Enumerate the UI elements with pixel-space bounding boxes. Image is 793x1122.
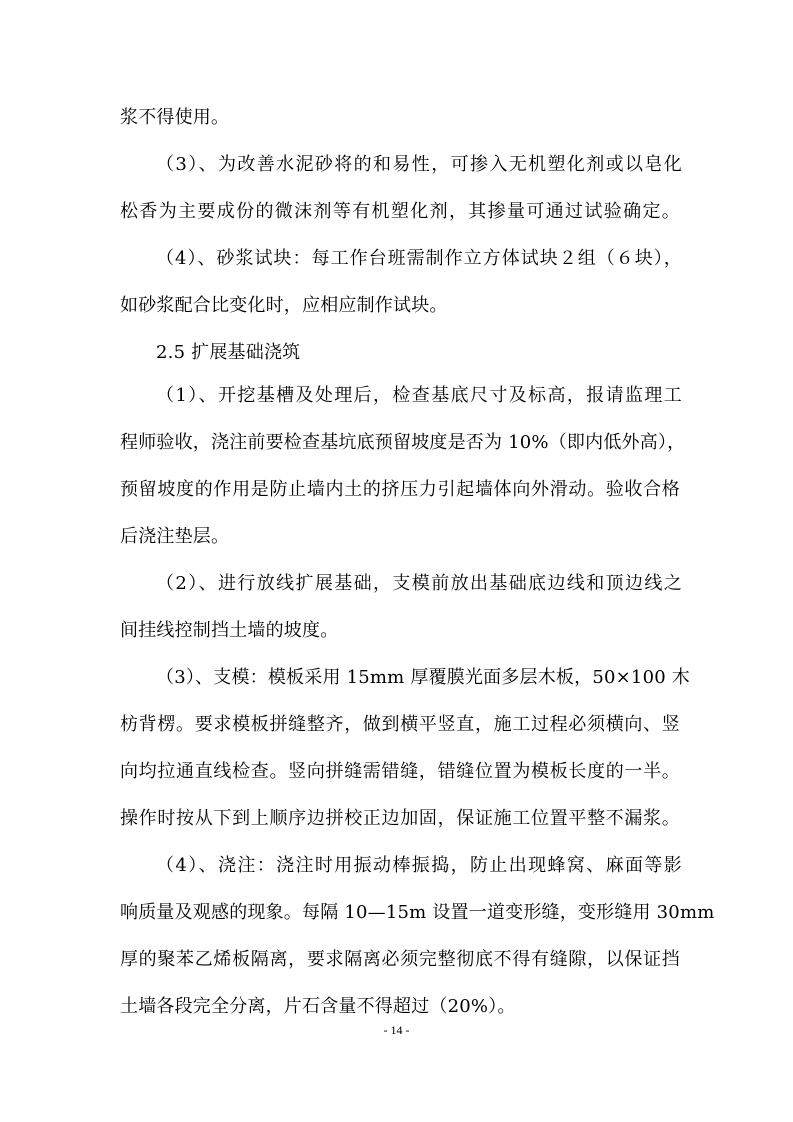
text-line: 操作时按从下到上顺序边拼校正边加固，保证施工位置平整不漏浆。 — [120, 808, 680, 829]
text-line: 预留坡度的作用是防止墙内土的挤压力引起墙体向外滑动。验收合格 — [120, 479, 680, 500]
text-line: 松香为主要成份的微沫剂等有机塑化剂，其掺量可通过试验确定。 — [120, 201, 680, 222]
text-line: （3）、支模：模板采用 15mm 厚覆膜光面多层木板，50×100 木 — [156, 667, 690, 688]
text-line: 后浇注垫层。 — [120, 526, 230, 547]
text-line: 程师验收，浇注前要检查基坑底预留坡度是否为 10%（即内低外高）， — [120, 432, 686, 453]
text-line: （4）、砂浆试块：每工作台班需制作立方体试块２组（６块）， — [156, 248, 682, 269]
text-line: 向均拉通直线检查。竖向拼缝需错缝，错缝位置为模板长度的一半。 — [120, 761, 680, 782]
text-line: 枋背楞。要求模板拼缝整齐，做到横平竖直，施工过程必须横向、竖 — [120, 714, 680, 735]
text-line: 如砂浆配合比变化时，应相应制作试块。 — [120, 295, 448, 316]
text-line: 厚的聚苯乙烯板隔离，要求隔离必须完整彻底不得有缝隙，以保证挡 — [120, 949, 680, 970]
text-line: （4）、浇注：浇注时用振动棒振捣，防止出现蜂窝、麻面等影 — [156, 855, 682, 876]
text-line: （3）、为改善水泥砂将的和易性，可掺入无机塑化剂或以皂化 — [156, 154, 682, 175]
text-line: （1）、开挖基槽及处理后，检查基底尺寸及标高，报请监理工 — [156, 385, 682, 406]
text-line: 间挂线控制挡土墙的坡度。 — [120, 620, 339, 641]
text-line: （2）、进行放线扩展基础，支模前放出基础底边线和顶边线之 — [156, 573, 682, 594]
section-heading: 2.5 扩展基础浇筑 — [156, 342, 301, 363]
text-line: 浆不得使用。 — [120, 107, 230, 128]
page-number: - 14 - — [383, 1023, 410, 1037]
text-line: 响质量及观感的现象。每隔 10—15m 设置一道变形缝，变形缝用 30mm — [120, 902, 715, 923]
text-line: 土墙各段完全分离，片石含量不得超过（20%）。 — [120, 996, 516, 1017]
